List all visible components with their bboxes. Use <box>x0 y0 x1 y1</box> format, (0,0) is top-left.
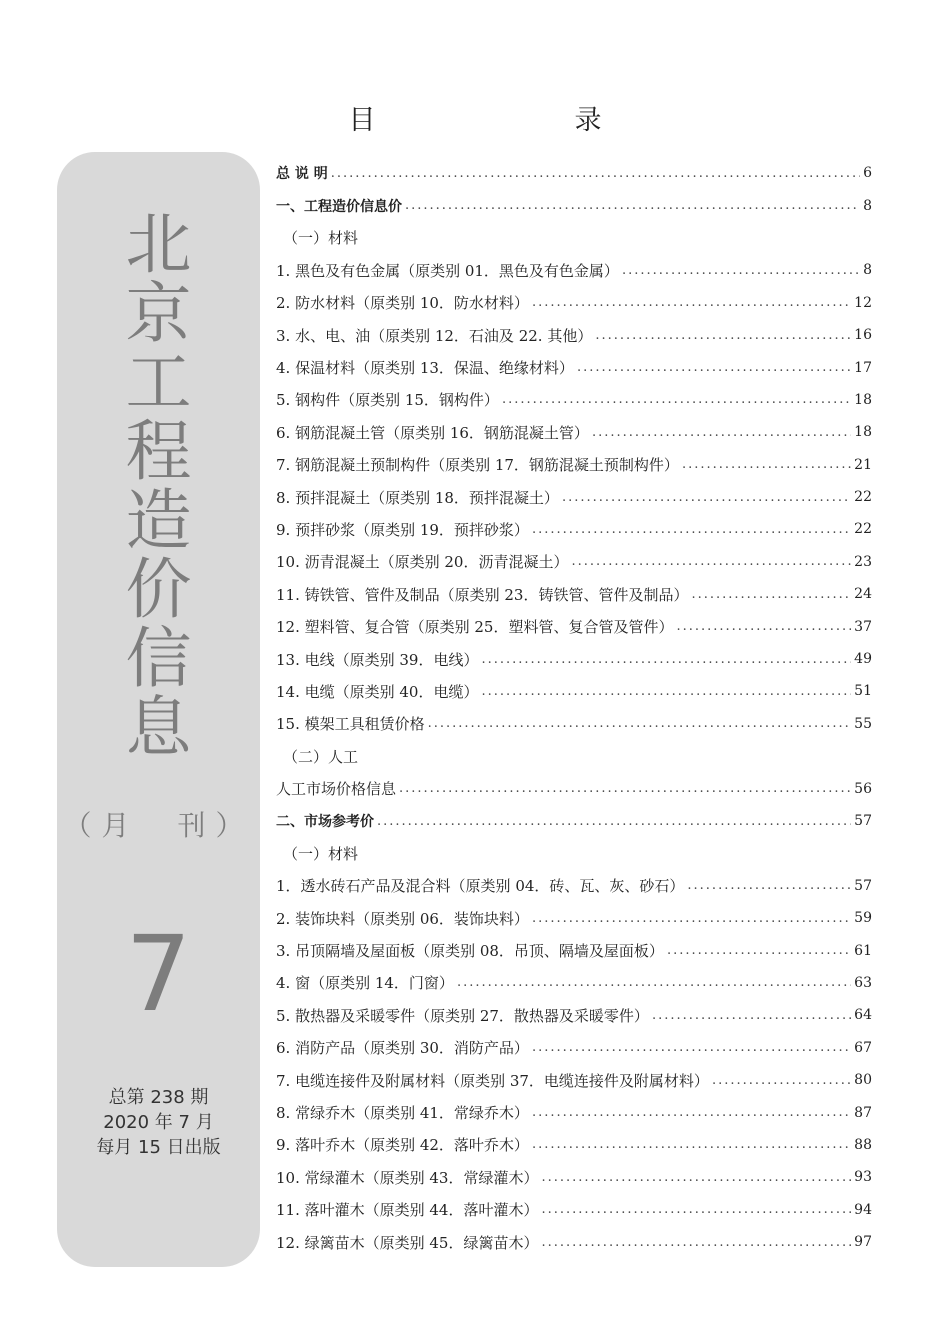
dot-leader <box>676 619 851 634</box>
toc-page-number: 49 <box>854 651 872 668</box>
dot-leader <box>532 1040 851 1055</box>
toc-page-number: 22 <box>854 521 872 538</box>
toc-page-number: 97 <box>854 1234 872 1251</box>
toc-entry[interactable] <box>276 189 872 221</box>
toc-page-number: 24 <box>854 586 872 603</box>
title-char: 信 <box>125 620 192 697</box>
dot-leader <box>652 1008 851 1023</box>
toc-entry[interactable] <box>276 1064 872 1096</box>
dot-leader <box>377 814 851 829</box>
toc-entry[interactable] <box>276 449 872 481</box>
toc-page-number: 12 <box>854 294 872 311</box>
toc-entry[interactable] <box>276 254 872 286</box>
toc-page-number: 59 <box>854 910 872 927</box>
dot-leader <box>541 1170 851 1185</box>
toc-page-number: 61 <box>854 942 872 959</box>
toc-entry[interactable] <box>276 870 872 902</box>
publication-title <box>57 206 260 766</box>
toc-entry-label: 8. 常绿乔木（原类别 41．常绿乔木） <box>276 1104 529 1123</box>
toc-entry-label: 13. 电线（原类别 39．电线） <box>276 650 479 669</box>
title-char: 京 <box>125 275 192 352</box>
toc-entry[interactable] <box>276 610 872 642</box>
toc-entry-label: 9. 落叶乔木（原类别 42．落叶乔木） <box>276 1136 529 1155</box>
dot-leader <box>712 1073 851 1088</box>
toc-entry-label: 二、市场参考价 <box>276 814 374 830</box>
toc-entry[interactable] <box>276 481 872 513</box>
dot-leader <box>687 878 851 893</box>
toc-page-number: 23 <box>854 553 872 570</box>
total-issue: 总第 238 期 <box>108 1087 209 1108</box>
title-char: 造 <box>125 482 192 559</box>
toc-entry-label: 14. 电缆（原类别 40．电缆） <box>276 682 479 701</box>
toc-entry-label: 6. 消防产品（原类别 30．消防产品） <box>276 1039 529 1058</box>
dot-leader <box>571 554 851 569</box>
toc-page-number: 16 <box>854 327 872 344</box>
toc-entry[interactable] <box>276 967 872 999</box>
dot-leader <box>541 1235 851 1250</box>
toc-entry-label: 4. 保温材料（原类别 13．保温、绝缘材料） <box>276 359 574 378</box>
dot-leader <box>592 425 851 440</box>
toc-entry[interactable] <box>276 351 872 383</box>
toc-entry[interactable] <box>276 1161 872 1193</box>
toc-entry[interactable] <box>276 902 872 934</box>
toc-entry[interactable] <box>276 513 872 545</box>
toc-page-number: 64 <box>854 1007 872 1024</box>
toc-entry[interactable] <box>276 772 872 804</box>
toc-entry[interactable] <box>276 157 872 189</box>
toc-page-number: 37 <box>854 618 872 635</box>
toc-entry[interactable] <box>276 384 872 416</box>
toc-page-number: 8 <box>863 197 872 214</box>
dot-leader <box>457 975 851 990</box>
toc-page-number: 93 <box>854 1169 872 1186</box>
toc-entry-label: 4. 窗（原类别 14．门窗） <box>276 974 454 993</box>
dot-leader <box>532 295 851 310</box>
toc-page-number: 22 <box>854 489 872 506</box>
dot-leader <box>481 684 851 699</box>
dot-leader <box>682 457 851 472</box>
toc-entry-label: 3. 吊顶隔墙及屋面板（原类别 08．吊顶、隔墙及屋面板） <box>276 942 664 961</box>
toc-page-number: 63 <box>854 974 872 991</box>
toc-page-number: 51 <box>854 683 872 700</box>
toc-entry-label: 1．透水砖石产品及混合料（原类别 04．砖、瓦、灰、砂石） <box>276 877 685 896</box>
toc-entry-label: 7. 电缆连接件及附属材料（原类别 37．电缆连接件及附属材料） <box>276 1071 709 1090</box>
toc-section-heading <box>276 222 872 254</box>
toc-page-number: 56 <box>854 780 872 797</box>
toc-entry[interactable] <box>276 999 872 1031</box>
dot-leader <box>331 166 860 181</box>
toc-entry-label: 5. 散热器及采暖零件（原类别 27．散热器及采暖零件） <box>276 1006 649 1025</box>
toc-entry[interactable] <box>276 578 872 610</box>
toc-entry-label: 人工市场价格信息 <box>276 780 397 799</box>
toc-page-number: 87 <box>854 1104 872 1121</box>
dot-leader <box>532 911 851 926</box>
toc-entry-label: 8. 预拌混凝土（原类别 18．预拌混凝土） <box>276 488 559 507</box>
toc-entry[interactable] <box>276 643 872 675</box>
toc-entry[interactable] <box>276 1096 872 1128</box>
monthly-label: （月 刊） <box>63 809 254 842</box>
toc-page-number: 94 <box>854 1201 872 1218</box>
toc-entry-label: （二）人工 <box>283 747 359 766</box>
toc-entry-label: （一）材料 <box>283 844 359 863</box>
toc-entry-label: 15. 模架工具租赁价格 <box>276 715 425 734</box>
toc-section-heading <box>276 740 872 772</box>
toc-entry[interactable] <box>276 546 872 578</box>
toc-page-number: 21 <box>854 456 872 473</box>
dot-leader <box>405 198 860 213</box>
title-char: 北 <box>125 206 192 283</box>
dot-leader <box>622 263 860 278</box>
title-char: 工 <box>125 344 192 421</box>
toc-section-heading <box>276 837 872 869</box>
toc-entry[interactable] <box>276 1194 872 1226</box>
dot-leader <box>562 490 851 505</box>
dot-leader <box>399 781 851 796</box>
toc-entry[interactable] <box>276 1226 872 1258</box>
toc-entry-label: 10. 沥青混凝土（原类别 20．沥青混凝土） <box>276 553 569 572</box>
toc-entry-label: 2. 装饰块料（原类别 06．装饰块料） <box>276 909 529 928</box>
toc-page-number: 6 <box>863 165 872 182</box>
toc-page-number: 88 <box>854 1136 872 1153</box>
toc-entry-label: 7. 钢筋混凝土预制构件（原类别 17．钢筋混凝土预制构件） <box>276 456 679 475</box>
title-char: 价 <box>125 551 192 628</box>
toc-entry[interactable] <box>276 805 872 837</box>
sidebar-panel <box>57 152 260 1267</box>
toc-page-number: 8 <box>863 262 872 279</box>
toc-page-number: 55 <box>854 715 872 732</box>
page-title: 目 录 <box>348 105 688 136</box>
dot-leader <box>502 392 851 407</box>
toc-entry-label: 一、工程造价信息价 <box>276 198 402 215</box>
toc-entry-label: 12. 绿篱苗木（原类别 45．绿篱苗木） <box>276 1233 539 1252</box>
toc-entry-label: 1. 黑色及有色金属（原类别 01．黑色及有色金属） <box>276 261 619 280</box>
toc-entry-label: 2. 防水材料（原类别 10．防水材料） <box>276 294 529 313</box>
toc-entry-label: 3. 水、电、油（原类别 12．石油及 22. 其他） <box>276 326 593 345</box>
dot-leader <box>532 1105 851 1120</box>
toc-page-number: 67 <box>854 1039 872 1056</box>
toc-entry[interactable] <box>276 934 872 966</box>
dot-leader <box>595 328 851 343</box>
toc-entry[interactable] <box>276 708 872 740</box>
toc-entry-label: 12. 塑料管、复合管（原类别 25．塑料管、复合管及管件） <box>276 618 674 637</box>
dot-leader <box>532 1137 851 1152</box>
toc-entry[interactable] <box>276 1032 872 1064</box>
issue-number: 7 <box>125 913 192 1035</box>
toc-entry[interactable] <box>276 1129 872 1161</box>
dot-leader <box>691 587 851 602</box>
toc-page-number: 17 <box>854 359 872 376</box>
title-char: 息 <box>125 689 192 766</box>
dot-leader <box>541 1202 851 1217</box>
issue-date: 2020 年 7 月 <box>103 1112 214 1133</box>
publish-schedule: 每月 15 日出版 <box>96 1137 221 1158</box>
toc-entry-label: 总 说 明 <box>276 166 328 183</box>
dot-leader <box>577 360 851 375</box>
toc-entry[interactable] <box>276 675 872 707</box>
toc-entry[interactable] <box>276 287 872 319</box>
dot-leader <box>481 652 851 667</box>
toc-page-number: 57 <box>854 877 872 894</box>
dot-leader <box>667 943 851 958</box>
toc-entry-label: （一）材料 <box>283 229 359 248</box>
toc-entry[interactable] <box>276 416 872 448</box>
toc-entry-label: 9. 预拌砂浆（原类别 19．预拌砂浆） <box>276 520 529 539</box>
dot-leader <box>428 716 852 731</box>
issue-info <box>57 1085 260 1160</box>
toc-page-number: 18 <box>854 424 872 441</box>
toc-page-number: 57 <box>854 813 872 829</box>
toc-page-number: 80 <box>854 1072 872 1089</box>
toc-entry-label: 11. 铸铁管、管件及制品（原类别 23．铸铁管、管件及制品） <box>276 585 689 604</box>
toc-entry-label: 11. 落叶灌木（原类别 44．落叶灌木） <box>276 1201 539 1220</box>
table-of-contents <box>276 157 872 1258</box>
toc-page-number: 18 <box>854 391 872 408</box>
toc-entry-label: 6. 钢筋混凝土管（原类别 16．钢筋混凝土管） <box>276 423 589 442</box>
toc-entry[interactable] <box>276 319 872 351</box>
dot-leader <box>532 522 851 537</box>
title-char: 程 <box>125 413 192 490</box>
toc-entry-label: 5. 钢构件（原类别 15．钢构件） <box>276 391 499 410</box>
toc-entry-label: 10. 常绿灌木（原类别 43．常绿灌木） <box>276 1168 539 1187</box>
